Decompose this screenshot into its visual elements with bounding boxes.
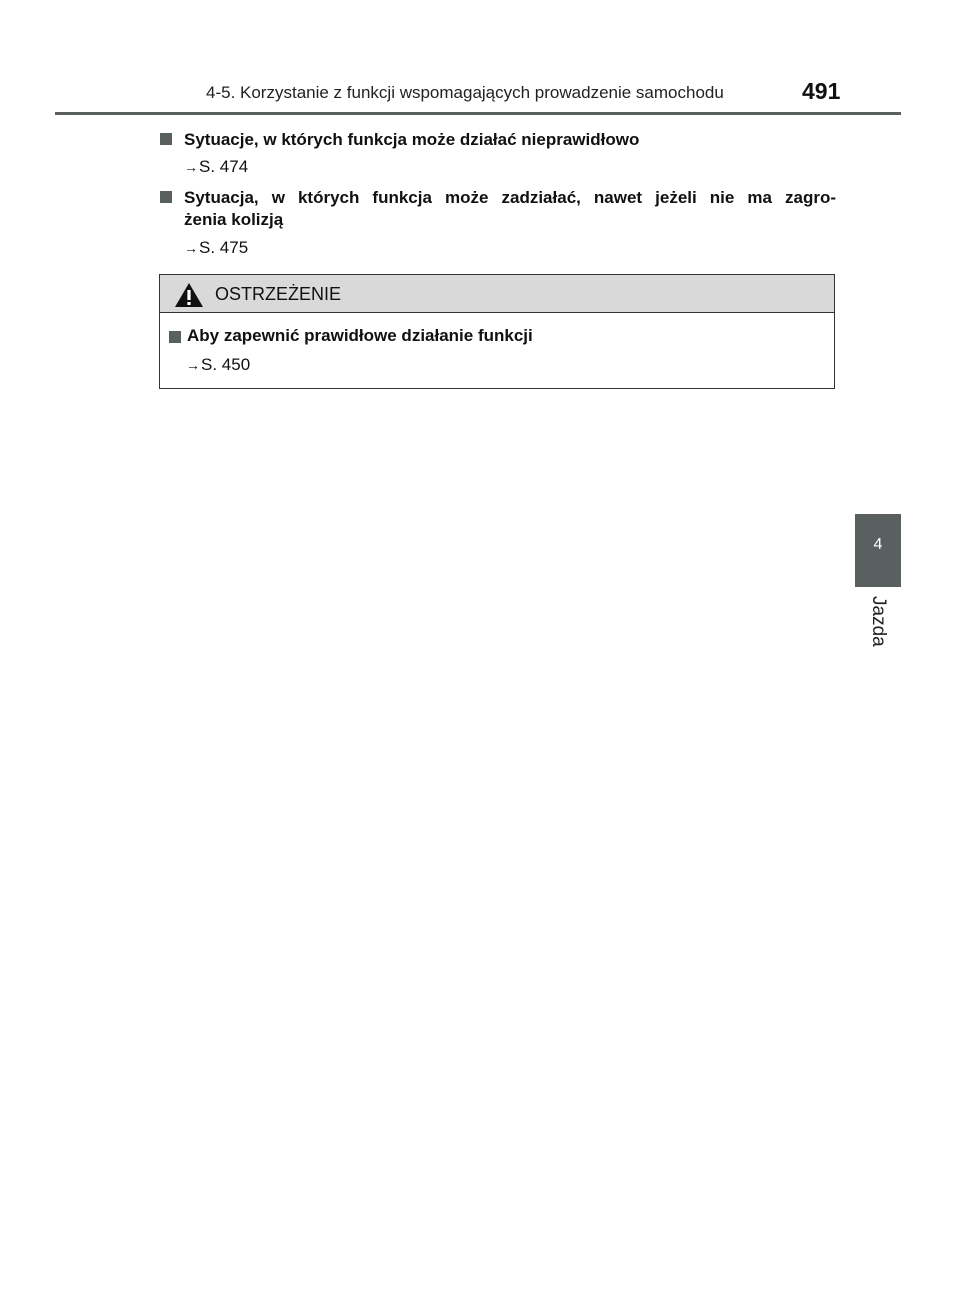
warning-triangle-icon xyxy=(174,282,204,308)
square-bullet-icon xyxy=(160,133,172,145)
header-divider xyxy=(55,112,901,115)
chapter-label: Jazda xyxy=(868,596,889,647)
xref-text: S. 475 xyxy=(199,238,249,257)
xref-text: S. 474 xyxy=(199,157,249,176)
page-number: 491 xyxy=(802,78,841,104)
cross-reference-link-2[interactable] xyxy=(184,238,248,258)
square-bullet-icon xyxy=(160,191,172,203)
section-heading-text-continued: żenia kolizją xyxy=(184,210,284,229)
cross-reference-link-1[interactable] xyxy=(184,157,248,177)
warning-header xyxy=(160,275,834,313)
warning-cross-reference-link[interactable] xyxy=(186,355,250,375)
warning-box xyxy=(159,274,835,389)
chapter-number: 4 xyxy=(873,536,883,553)
arrow-right-icon: → xyxy=(184,159,198,175)
arrow-right-icon: → xyxy=(186,357,200,373)
header-title: 4-5. Korzystanie z funkcji wspomagających prowadzenie samochodu xyxy=(206,83,724,102)
warning-item-heading: Aby zapewnić prawidłowe działanie funkcji xyxy=(187,326,533,345)
section-heading-text: Sytuacje, w których funkcja może działać nieprawidłowo xyxy=(184,130,640,149)
xref-text: S. 450 xyxy=(201,355,251,374)
arrow-right-icon: → xyxy=(184,240,198,256)
section-heading-text: Sytuacja, w których funkcja może zadziałać, nawet jeżeli nie ma zagro- xyxy=(184,188,836,207)
square-bullet-icon xyxy=(169,331,181,343)
chapter-tab[interactable] xyxy=(855,514,901,587)
warning-label: OSTRZEŻENIE xyxy=(215,284,342,304)
